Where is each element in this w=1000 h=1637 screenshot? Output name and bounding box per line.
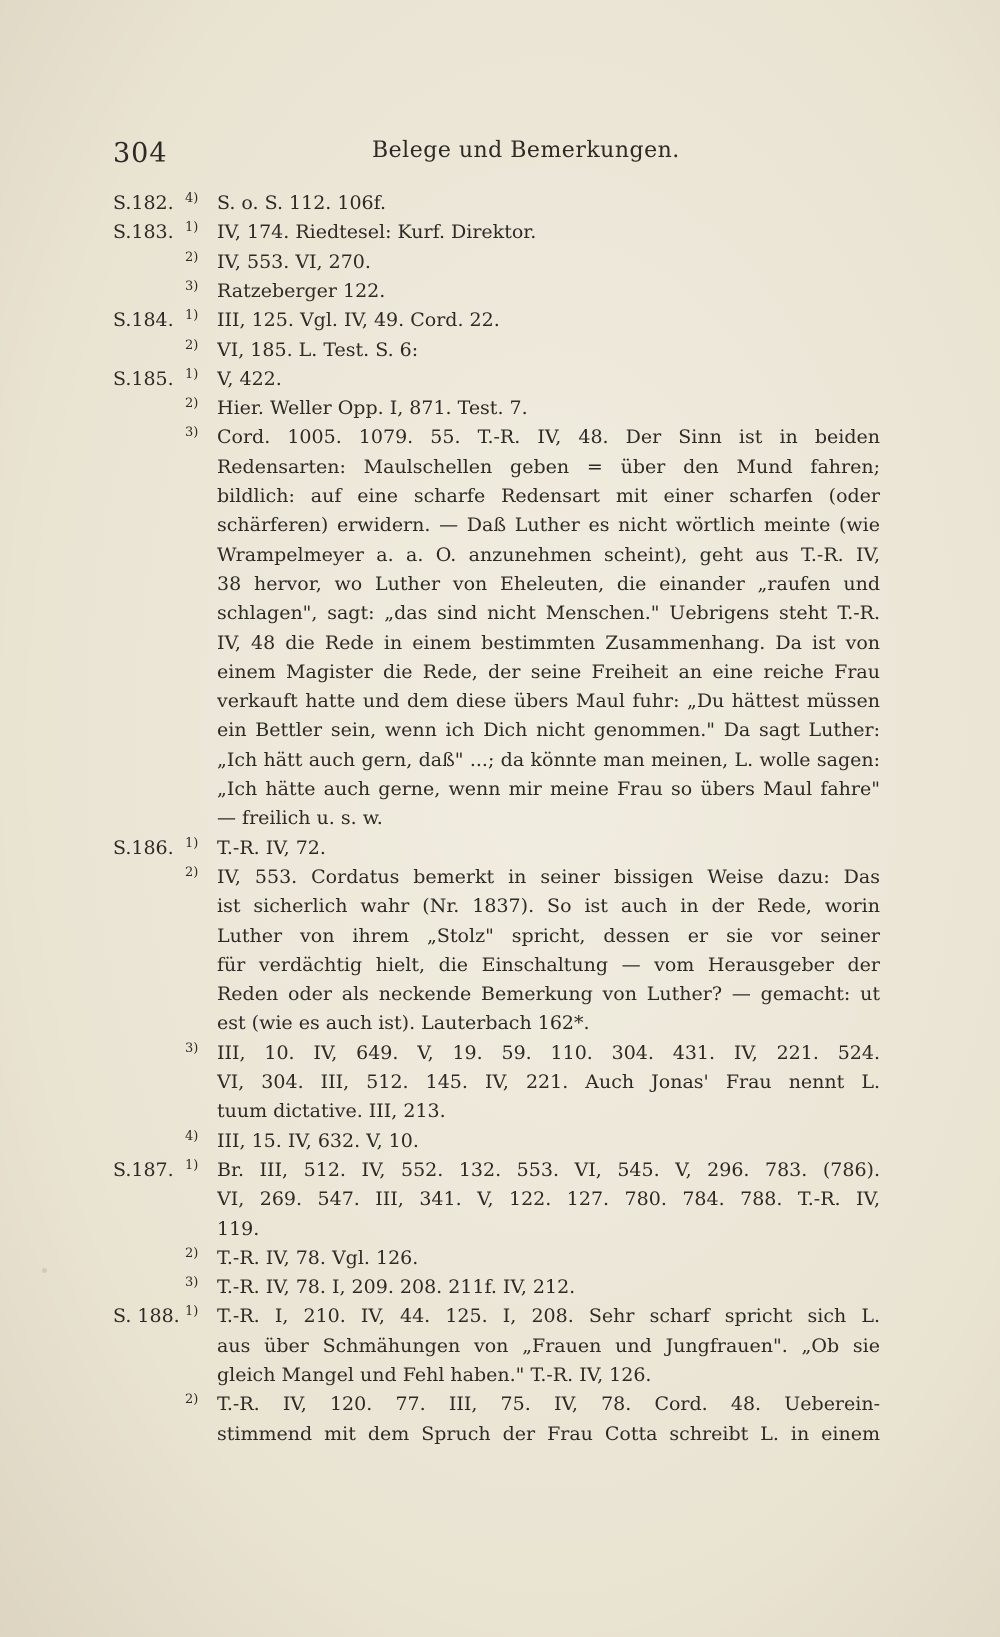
footnote-text: verkauft hatte und dem diese übers Maul fuhr: „Du hättest müssen: [217, 690, 880, 712]
footnote-line: [0, 1184, 1000, 1214]
footnote-text: stimmend mit dem Spruch der Frau Cotta schreibt L. in einem: [217, 1423, 880, 1445]
footnote-line: [0, 1214, 1000, 1244]
footnote-line: [0, 1243, 1000, 1273]
footnote-text: T.-R. IV, 120. 77. III, 75. IV, 78. Cord. 48. Ueberein-: [217, 1393, 880, 1415]
footnote-line: [0, 979, 1000, 1009]
footnote-text: IV, 553. VI, 270.: [217, 251, 371, 273]
footnote-line: [0, 335, 1000, 365]
footnote-line: [0, 803, 1000, 833]
footnote-line: [0, 510, 1000, 540]
footnote-line: [0, 1331, 1000, 1361]
footnote-line: [0, 921, 1000, 951]
page-reference: S.187.: [113, 1159, 174, 1181]
footnote-line: [0, 1096, 1000, 1126]
footnote-text: gleich Mangel und Fehl haben." T.-R. IV, 126.: [217, 1364, 652, 1386]
footnote-line: [0, 774, 1000, 804]
footnote-line: [0, 1008, 1000, 1038]
footnote-line: [0, 276, 1000, 306]
page-header: [0, 138, 1000, 178]
footnote-text: VI, 304. III, 512. 145. IV, 221. Auch Jonas' Frau nennt L.: [217, 1071, 880, 1093]
footnote-line: [0, 862, 1000, 892]
footnote-line: [0, 715, 1000, 745]
footnote-marker: 1): [185, 220, 199, 235]
footnote-text: III, 125. Vgl. IV, 49. Cord. 22.: [217, 309, 500, 331]
footnote-marker: 2): [185, 250, 199, 265]
footnote-marker: 4): [185, 191, 199, 206]
footnote-text: ist sicherlich wahr (Nr. 1837). So ist auch in der Rede, worin: [217, 895, 880, 917]
footnote-line: [0, 217, 1000, 247]
footnote-text: Br. III, 512. IV, 552. 132. 553. VI, 545. V, 296. 783. (786).: [217, 1159, 880, 1181]
footnote-text: IV, 553. Cordatus bemerkt in seiner bissigen Weise dazu: Das: [217, 866, 880, 888]
footnote-text: Reden oder als neckende Bemerkung von Luther? — gemacht: ut: [217, 983, 880, 1005]
footnote-marker: 3): [185, 425, 199, 440]
footnote-line: [0, 950, 1000, 980]
footnote-text: T.-R. IV, 72.: [217, 837, 326, 859]
footnote-line: [0, 1272, 1000, 1302]
footnote-text: Luther von ihrem „Stolz" spricht, dessen er sie vor seiner: [217, 925, 880, 947]
footnote-text: bildlich: auf eine scharfe Redensart mit einer scharfen (oder: [217, 485, 880, 507]
footnote-marker: 2): [185, 1246, 199, 1261]
footnote-line: [0, 247, 1000, 277]
page-reference: S.186.: [113, 837, 174, 859]
footnote-text: — freilich u. s. w.: [217, 807, 383, 829]
footnote-marker: 1): [185, 1304, 199, 1319]
footnote-text: „Ich hätt auch gern, daß" ...; da könnte man meinen, L. wolle sagen:: [217, 749, 880, 771]
footnote-text: IV, 48 die Rede in einem bestimmten Zusammenhang. Da ist von: [217, 632, 880, 654]
footnote-line: [0, 364, 1000, 394]
page-reference: S. 188.: [113, 1305, 180, 1327]
footnote-marker: 2): [185, 865, 199, 880]
footnote-line: [0, 1360, 1000, 1390]
footnote-line: [0, 1155, 1000, 1185]
running-title: Belege und Bemerkungen.: [372, 138, 680, 163]
footnote-line: [0, 1419, 1000, 1449]
footnote-text: tuum dictative. III, 213.: [217, 1100, 446, 1122]
page-reference: S.183.: [113, 221, 174, 243]
footnote-line: [0, 745, 1000, 775]
footnote-line: [0, 833, 1000, 863]
footnote-text: est (wie es auch ist). Lauterbach 162*.: [217, 1012, 590, 1034]
footnote-text: V, 422.: [217, 368, 282, 390]
footnote-text: einem Magister die Rede, der seine Freiheit an eine reiche Frau: [217, 661, 880, 683]
footnote-text: Ratzeberger 122.: [217, 280, 386, 302]
footnote-marker: 1): [185, 308, 199, 323]
footnote-line: [0, 569, 1000, 599]
footnote-marker: 1): [185, 1158, 199, 1173]
footnote-text: VI, 185. L. Test. S. 6:: [217, 339, 419, 361]
footnote-marker: 1): [185, 367, 199, 382]
footnote-text: S. o. S. 112. 106f.: [217, 192, 387, 214]
footnote-text: Wrampelmeyer a. a. O. anzunehmen scheint), geht aus T.-R. IV,: [217, 544, 880, 566]
footnote-line: [0, 188, 1000, 218]
footnote-marker: 3): [185, 1041, 199, 1056]
footnote-line: [0, 598, 1000, 628]
footnote-line: [0, 657, 1000, 687]
footnote-text: IV, 174. Riedtesel: Kurf. Direktor.: [217, 221, 537, 243]
footnote-text: T.-R. IV, 78. Vgl. 126.: [217, 1247, 419, 1269]
footnote-line: [0, 305, 1000, 335]
footnote-line: [0, 1038, 1000, 1068]
page-reference: S.184.: [113, 309, 174, 331]
footnote-text: „Ich hätte auch gerne, wenn mir meine Frau so übers Maul fahre": [217, 778, 880, 800]
footnote-line: [0, 686, 1000, 716]
footnote-marker: 2): [185, 396, 199, 411]
footnote-text: VI, 269. 547. III, 341. V, 122. 127. 780. 784. 788. T.-R. IV,: [217, 1188, 880, 1210]
footnote-text: schlagen", sagt: „das sind nicht Menschen." Uebrigens steht T.-R.: [217, 602, 880, 624]
footnote-marker: 4): [185, 1129, 199, 1144]
footnote-line: [0, 1301, 1000, 1331]
footnote-text: T.-R. IV, 78. I, 209. 208. 211f. IV, 212.: [217, 1276, 576, 1298]
page-reference: S.182.: [113, 192, 174, 214]
footnote-line: [0, 1067, 1000, 1097]
footnote-marker: 3): [185, 1275, 199, 1290]
footnote-line: [0, 628, 1000, 658]
footnote-text: Redensarten: Maulschellen geben = über den Mund fahren;: [217, 456, 880, 478]
footnote-marker: 2): [185, 338, 199, 353]
footnote-line: [0, 1126, 1000, 1156]
footnote-text: III, 15. IV, 632. V, 10.: [217, 1130, 419, 1152]
footnote-text: 119.: [217, 1218, 260, 1240]
footnote-marker: 1): [185, 836, 199, 851]
footnote-text: Cord. 1005. 1079. 55. T.-R. IV, 48. Der Sinn ist in beiden: [217, 426, 880, 448]
footnote-line: [0, 891, 1000, 921]
page-number: 304: [113, 138, 168, 169]
footnote-text: schärferen) erwidern. — Daß Luther es nicht wörtlich meinte (wie: [217, 514, 880, 536]
footnote-line: [0, 540, 1000, 570]
footnote-line: [0, 1389, 1000, 1419]
paper-speck: [42, 1268, 47, 1273]
footnote-marker: 3): [185, 279, 199, 294]
footnote-text: 38 hervor, wo Luther von Eheleuten, die einander „raufen und: [217, 573, 880, 595]
footnote-text: für verdächtig hielt, die Einschaltung — vom Herausgeber der: [217, 954, 880, 976]
footnote-text: III, 10. IV, 649. V, 19. 59. 110. 304. 431. IV, 221. 524.: [217, 1042, 880, 1064]
footnote-text: aus über Schmähungen von „Frauen und Jungfrauen". „Ob sie: [217, 1335, 880, 1357]
footnote-text: Hier. Weller Opp. I, 871. Test. 7.: [217, 397, 528, 419]
footnote-marker: 2): [185, 1392, 199, 1407]
page-reference: S.185.: [113, 368, 174, 390]
footnote-line: [0, 481, 1000, 511]
footnote-line: [0, 452, 1000, 482]
footnote-line: [0, 422, 1000, 452]
footnote-line: [0, 393, 1000, 423]
footnote-text: ein Bettler sein, wenn ich Dich nicht genommen." Da sagt Luther:: [217, 719, 880, 741]
footnote-text: T.-R. I, 210. IV, 44. 125. I, 208. Sehr scharf spricht sich L.: [217, 1305, 880, 1327]
